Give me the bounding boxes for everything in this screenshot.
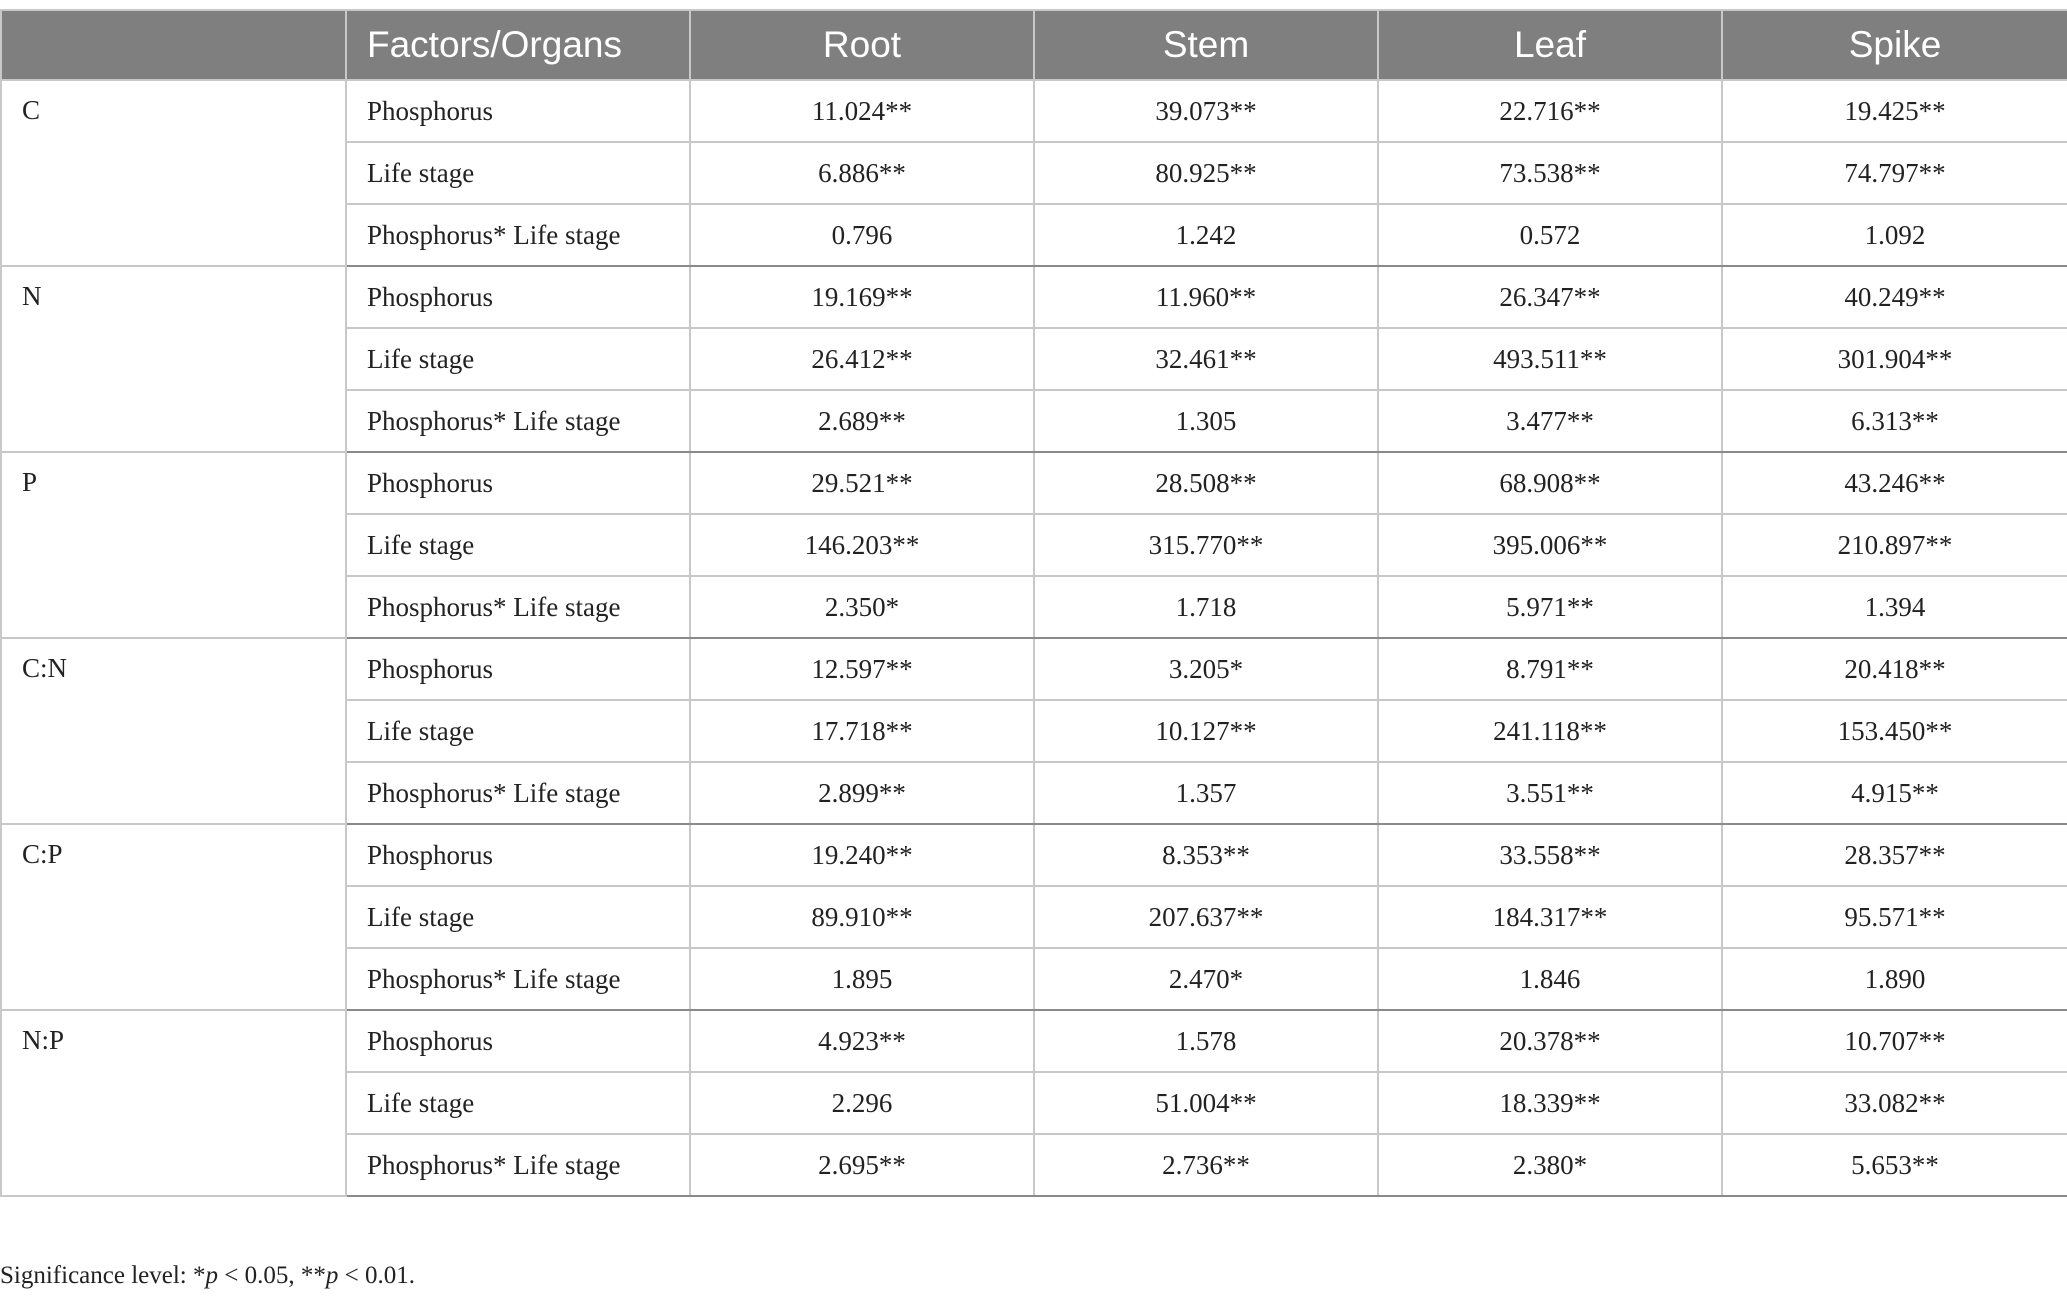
value-cell-root: 17.718** bbox=[690, 700, 1034, 762]
factor-cell: Phosphorus* Life stage bbox=[346, 390, 690, 452]
value-cell-spike: 153.450** bbox=[1722, 700, 2067, 762]
value-cell-leaf: 18.339** bbox=[1378, 1072, 1722, 1134]
header-cell-stem: Stem bbox=[1034, 10, 1378, 80]
group-label-cell: C:P bbox=[1, 824, 346, 1010]
table-header bbox=[1, 10, 2067, 80]
group-label-cell: P bbox=[1, 452, 346, 638]
factor-cell: Phosphorus bbox=[346, 824, 690, 886]
value-cell-root: 11.024** bbox=[690, 80, 1034, 142]
footnote-p-symbol: p bbox=[205, 1262, 218, 1289]
value-cell-stem: 1.578 bbox=[1034, 1010, 1378, 1072]
value-cell-leaf: 33.558** bbox=[1378, 824, 1722, 886]
value-cell-root: 0.796 bbox=[690, 204, 1034, 266]
factor-cell: Life stage bbox=[346, 1072, 690, 1134]
value-cell-spike: 10.707** bbox=[1722, 1010, 2067, 1072]
value-cell-leaf: 241.118** bbox=[1378, 700, 1722, 762]
value-cell-root: 146.203** bbox=[690, 514, 1034, 576]
value-cell-spike: 1.092 bbox=[1722, 204, 2067, 266]
value-cell-spike: 20.418** bbox=[1722, 638, 2067, 700]
value-cell-leaf: 3.477** bbox=[1378, 390, 1722, 452]
value-cell-leaf: 20.378** bbox=[1378, 1010, 1722, 1072]
group-label-cell: N:P bbox=[1, 1010, 346, 1196]
footnote-threshold-1: < 0.05, ** bbox=[217, 1262, 326, 1289]
value-cell-leaf: 2.380* bbox=[1378, 1134, 1722, 1196]
value-cell-stem: 39.073** bbox=[1034, 80, 1378, 142]
header-row bbox=[1, 10, 2067, 80]
factor-cell: Phosphorus bbox=[346, 266, 690, 328]
factor-cell: Life stage bbox=[346, 514, 690, 576]
value-cell-stem: 1.242 bbox=[1034, 204, 1378, 266]
value-cell-root: 19.240** bbox=[690, 824, 1034, 886]
value-cell-root: 4.923** bbox=[690, 1010, 1034, 1072]
value-cell-spike: 301.904** bbox=[1722, 328, 2067, 390]
table-row bbox=[1, 452, 2067, 514]
table-row bbox=[1, 266, 2067, 328]
value-cell-stem: 80.925** bbox=[1034, 142, 1378, 204]
value-cell-spike: 28.357** bbox=[1722, 824, 2067, 886]
value-cell-leaf: 22.716** bbox=[1378, 80, 1722, 142]
factor-cell: Phosphorus bbox=[346, 80, 690, 142]
value-cell-root: 2.695** bbox=[690, 1134, 1034, 1196]
value-cell-spike: 74.797** bbox=[1722, 142, 2067, 204]
value-cell-leaf: 0.572 bbox=[1378, 204, 1722, 266]
value-cell-leaf: 73.538** bbox=[1378, 142, 1722, 204]
table-body bbox=[1, 80, 2067, 1196]
value-cell-root: 2.689** bbox=[690, 390, 1034, 452]
group-label-cell: C bbox=[1, 80, 346, 266]
value-cell-spike: 40.249** bbox=[1722, 266, 2067, 328]
value-cell-stem: 2.736** bbox=[1034, 1134, 1378, 1196]
footnote-prefix: Significance level: * bbox=[0, 1262, 206, 1289]
table-row bbox=[1, 80, 2067, 142]
footnote-p-symbol: p bbox=[325, 1262, 339, 1289]
factor-cell: Life stage bbox=[346, 886, 690, 948]
value-cell-leaf: 395.006** bbox=[1378, 514, 1722, 576]
value-cell-leaf: 5.971** bbox=[1378, 576, 1722, 638]
table-row bbox=[1, 638, 2067, 700]
value-cell-leaf: 184.317** bbox=[1378, 886, 1722, 948]
value-cell-spike: 5.653** bbox=[1722, 1134, 2067, 1196]
value-cell-root: 6.886** bbox=[690, 142, 1034, 204]
value-cell-leaf: 8.791** bbox=[1378, 638, 1722, 700]
factor-cell: Phosphorus* Life stage bbox=[346, 762, 690, 824]
value-cell-leaf: 3.551** bbox=[1378, 762, 1722, 824]
value-cell-stem: 1.718 bbox=[1034, 576, 1378, 638]
factor-cell: Phosphorus* Life stage bbox=[346, 948, 690, 1010]
value-cell-leaf: 493.511** bbox=[1378, 328, 1722, 390]
factor-cell: Phosphorus bbox=[346, 1010, 690, 1072]
factor-cell: Phosphorus* Life stage bbox=[346, 576, 690, 638]
value-cell-root: 1.895 bbox=[690, 948, 1034, 1010]
value-cell-stem: 315.770** bbox=[1034, 514, 1378, 576]
value-cell-stem: 11.960** bbox=[1034, 266, 1378, 328]
value-cell-root: 26.412** bbox=[690, 328, 1034, 390]
table-row bbox=[1, 824, 2067, 886]
header-cell-spike: Spike bbox=[1722, 10, 2067, 80]
header-cell-blank bbox=[1, 10, 346, 80]
value-cell-leaf: 68.908** bbox=[1378, 452, 1722, 514]
value-cell-stem: 32.461** bbox=[1034, 328, 1378, 390]
group-label-cell: N bbox=[1, 266, 346, 452]
value-cell-spike: 6.313** bbox=[1722, 390, 2067, 452]
value-cell-stem: 1.357 bbox=[1034, 762, 1378, 824]
value-cell-spike: 95.571** bbox=[1722, 886, 2067, 948]
value-cell-stem: 1.305 bbox=[1034, 390, 1378, 452]
factor-cell: Life stage bbox=[346, 700, 690, 762]
value-cell-spike: 43.246** bbox=[1722, 452, 2067, 514]
value-cell-root: 29.521** bbox=[690, 452, 1034, 514]
value-cell-root: 19.169** bbox=[690, 266, 1034, 328]
header-cell-factors-organs: Factors/Organs bbox=[346, 10, 690, 80]
factor-cell: Phosphorus* Life stage bbox=[346, 1134, 690, 1196]
value-cell-stem: 3.205* bbox=[1034, 638, 1378, 700]
factor-cell: Phosphorus bbox=[346, 638, 690, 700]
value-cell-stem: 8.353** bbox=[1034, 824, 1378, 886]
value-cell-stem: 51.004** bbox=[1034, 1072, 1378, 1134]
header-cell-leaf: Leaf bbox=[1378, 10, 1722, 80]
footnote-threshold-2: < 0.01. bbox=[338, 1262, 415, 1289]
anova-table bbox=[0, 9, 2067, 1197]
value-cell-stem: 207.637** bbox=[1034, 886, 1378, 948]
value-cell-root: 2.350* bbox=[690, 576, 1034, 638]
factor-cell: Phosphorus* Life stage bbox=[346, 204, 690, 266]
value-cell-root: 12.597** bbox=[690, 638, 1034, 700]
value-cell-stem: 10.127** bbox=[1034, 700, 1378, 762]
value-cell-root: 2.899** bbox=[690, 762, 1034, 824]
value-cell-root: 89.910** bbox=[690, 886, 1034, 948]
header-cell-root: Root bbox=[690, 10, 1034, 80]
value-cell-leaf: 1.846 bbox=[1378, 948, 1722, 1010]
value-cell-stem: 28.508** bbox=[1034, 452, 1378, 514]
value-cell-spike: 19.425** bbox=[1722, 80, 2067, 142]
factor-cell: Life stage bbox=[346, 142, 690, 204]
value-cell-leaf: 26.347** bbox=[1378, 266, 1722, 328]
value-cell-stem: 2.470* bbox=[1034, 948, 1378, 1010]
value-cell-root: 2.296 bbox=[690, 1072, 1034, 1134]
value-cell-spike: 33.082** bbox=[1722, 1072, 2067, 1134]
factor-cell: Phosphorus bbox=[346, 452, 690, 514]
value-cell-spike: 210.897** bbox=[1722, 514, 2067, 576]
value-cell-spike: 1.394 bbox=[1722, 576, 2067, 638]
table-row bbox=[1, 1010, 2067, 1072]
value-cell-spike: 1.890 bbox=[1722, 948, 2067, 1010]
footnote bbox=[0, 1262, 415, 1290]
factor-cell: Life stage bbox=[346, 328, 690, 390]
value-cell-spike: 4.915** bbox=[1722, 762, 2067, 824]
group-label-cell: C:N bbox=[1, 638, 346, 824]
